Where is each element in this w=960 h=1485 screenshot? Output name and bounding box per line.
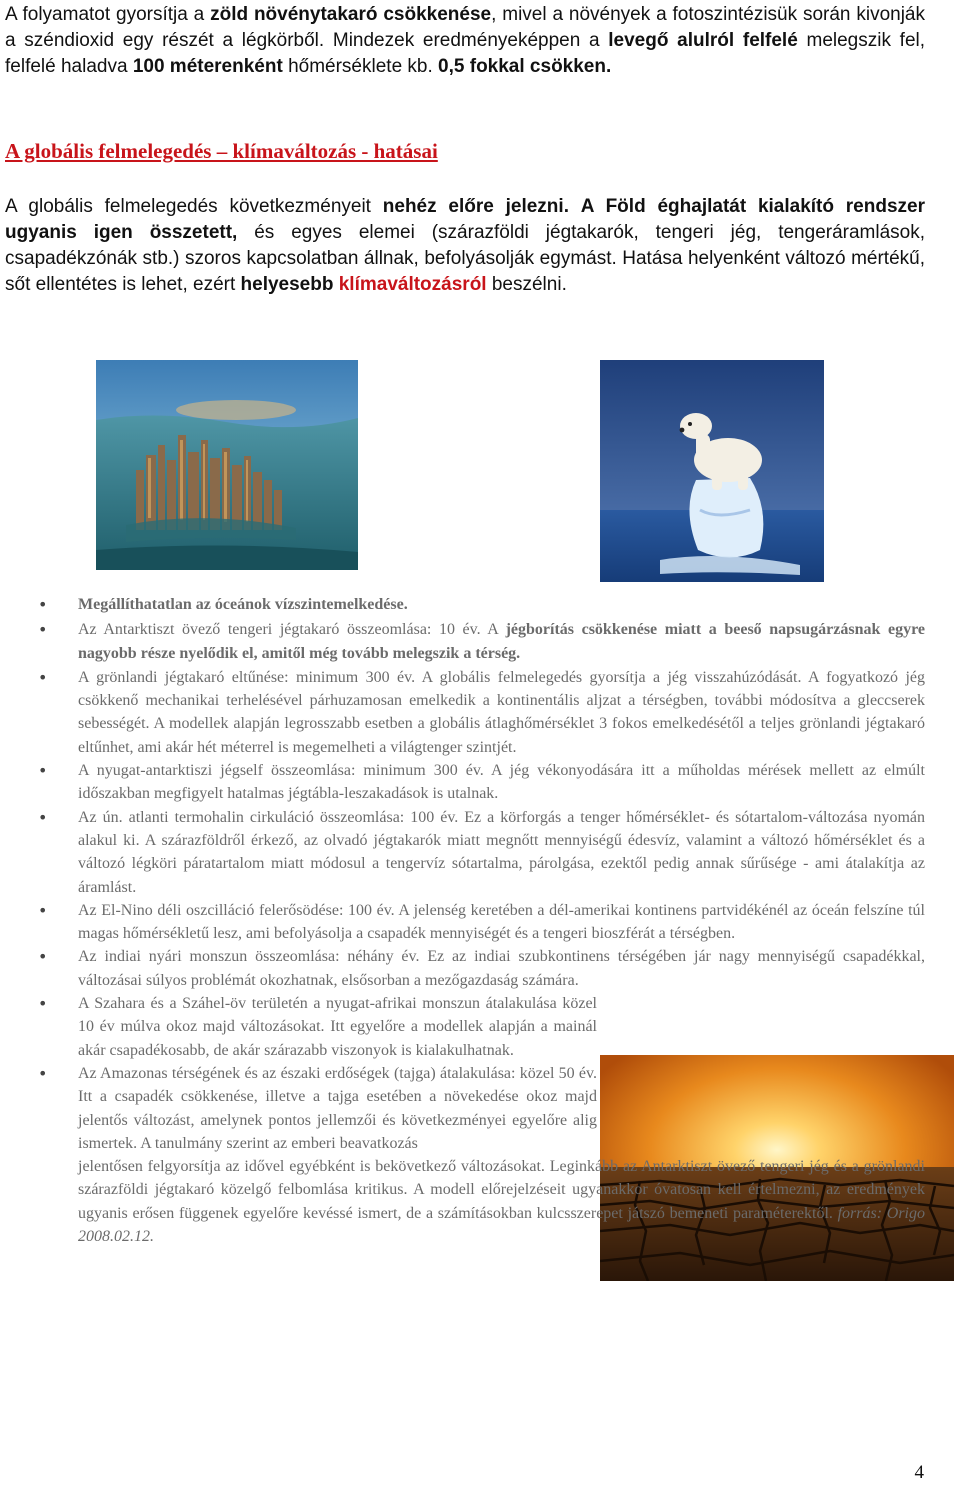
flooded-city-photo [96,360,358,570]
bullet-icon: • [38,595,48,614]
list-item [0,806,960,899]
source-citation: forrás: Origo 2008.02.12. [78,1204,925,1246]
intro-emphasis: 100 méterenként [132,56,283,77]
intro-text: melegszik fel, felfelé haladva [5,30,926,77]
intro-emphasis: 0,5 fokkal csökken. [438,56,612,77]
item-text: A Szahara és a Száhel-öv területén a nyugat-afrikai monszun átalakulása közel 10 év múlva okoz majd változásokat. Itt egyelőre a modellek alapján a mainál akár csapadékosabb, de akár szárazabb viszonyok is kialakulhatnak. [78,995,597,1059]
item-text: Az Amazonas térségének és az északi erdőségek (tajga) átalakulása: közel 50 év. Itt a csapadék csökkenése, illetve a tajga esetében a növekedése okoz majd jelentős változást, amelynek pontos jellemzői és következményei egyelőre alig ismertek. A tanulmány szerint az emberi beavatkozás [78,1064,597,1152]
intro-text: A folyamatot gyorsítja a [5,4,211,25]
bullet-icon: • [38,807,48,827]
para-emphasis: helyesebb [240,274,334,295]
page-number: 4 [914,1462,924,1483]
bullet-icon: • [38,947,48,967]
item-emphasis: Megállíthatatlan az óceánok vízszintemelkedése. [78,596,408,613]
bullet-icon: • [38,761,48,781]
item-text: Az ún. atlanti termohalin cirkuláció összeomlása: 100 év. Ez a körforgás a tenger hőmérséklet- és sótartalom-változása nyomán alakul ki. A szárazföldről érkező, az olvadó jégtakarók miatt megnőtt mennyiségű édesvíz, valamint a változó hőmérséklet és a változó légköri páratartalom miatt módosul a tengervíz sótartalma, párolgása, ezektől pedig annak sűrűsége - ami átalakítja az áramlást. [78,808,925,896]
para-red-emphasis: klímaváltozásról [338,274,487,295]
item-text: A nyugat-antarktiszi jégself összeomlása: minimum 300 év. A jég vékonyodására itt a műholdas mérések mellett az elmúlt időszakban megfigyelt hatalmas jégtábla-leszakadások is utalnak. [78,762,925,803]
bullet-icon: • [38,1063,48,1083]
list-item-continuation [0,1155,960,1248]
polar-bear-illustration [600,360,824,582]
list-item [0,593,960,616]
intro-text: , mivel a növények a fotoszintézisük során kivonják a széndioxid egy részét a légkörből. Mindezek eredményeképpen a [5,4,926,51]
list-item [0,759,960,806]
para-text: és egyes elemei (szárazföldi jégtakarók, tengeri jég, tengeráramlások, csapadékzónák stb.) szoros kapcsolatban állnak, befolyásolják egymást. Hatása helyenként változó mértékű, sőt ellentétes is lehet, ezért [5,222,926,295]
para-text [569,196,581,217]
intro-emphasis: zöld növénytakaró csökkenése [210,4,492,25]
list-item [0,899,960,946]
effects-list [0,593,960,1248]
bullet-icon: • [38,667,48,687]
item-emphasis: jégborítás csökkenése miatt a beeső napsugárzásnak egyre nagyobb része nyelődik el, amitől még tovább melegszik a térség. [78,621,926,662]
intro-emphasis: levegő alulról felfelé [608,30,798,51]
bullet-icon: • [38,900,48,920]
item-text: A grönlandi jégtakaró eltűnése: minimum 300 év. A globális felmelegedés gyorsítja a jég visszahúzódását. A fogyatkozó jég csökkenő mechanikai terhelésével párhuzamosan emelkedik a kontinentális aljzat a térségben, további módosítva a gleccserek sebességét. A modellek alapján legrosszabb esetben a globális átlaghőmérséklet 3 fokos emelkedésétől a teljes grönlandi jégtakaró eltűnhet, ami akár hét méterrel is megemelheti a világtenger szintjét. [78,668,925,756]
list-item [0,666,960,759]
para-text: beszélni. [486,274,567,295]
polar-bear-on-ice-photo [600,360,824,582]
list-item [0,1062,960,1155]
list-item [0,992,960,1062]
flooded-city-illustration [96,360,358,570]
list-item [0,945,960,992]
bullet-icon: • [38,620,48,640]
list-item [0,618,960,665]
intro-paragraph [5,2,925,80]
climate-paragraph [5,194,925,298]
bullet-icon: • [38,994,48,1014]
para-emphasis: A Föld éghajlatát kialakító rendszer ugyanis igen összetett, [5,196,925,243]
para-text: A globális felmelegedés következményeit [5,196,383,217]
item-text: Az indiai nyári monszun összeomlása: néhány év. Ez az indiai szubkontinens térségében jár nagy mennyiségű csapadékkal, változásai súlyos problémát okozhatnak, elsősorban a mezőgazdaság számára. [78,948,925,989]
item-text: Az Antarktiszt övező tengeri jégtakaró összeomlása: 10 év. A [78,621,506,639]
para-emphasis: nehéz előre jelezni. [382,196,569,217]
section-heading: A globális felmelegedés – klímaváltozás - hatásai [5,139,438,163]
intro-text: hőmérséklete kb. [282,56,439,77]
item-text: jelentősen felgyorsítja az idővel egyébként is bekövetkező változásokat. Leginkább az Antarktiszt övező tengeri jég és a grönlandi szárazföldi jégtakaró közelgő felbomlása kritikus. A modell előrejelzéseit ugyanakkor óvatosan kell értelmezni, az eredmények ugyanis erősen függenek egyelőre kevéssé ismert, de a számításokban kulcsszerepet játszó bemeneti paraméterektől. [78,1158,925,1222]
item-text: Az El-Nino déli oszcilláció felerősödése: 100 év. A jelenség keretében a dél-amerikai kontinens partvidékénél az óceán felszíne túl magas hőmérsékletű lesz, ami befolyásolja a csapadék mennyiségét és a tengeri bioszférát a térségben. [78,901,925,943]
